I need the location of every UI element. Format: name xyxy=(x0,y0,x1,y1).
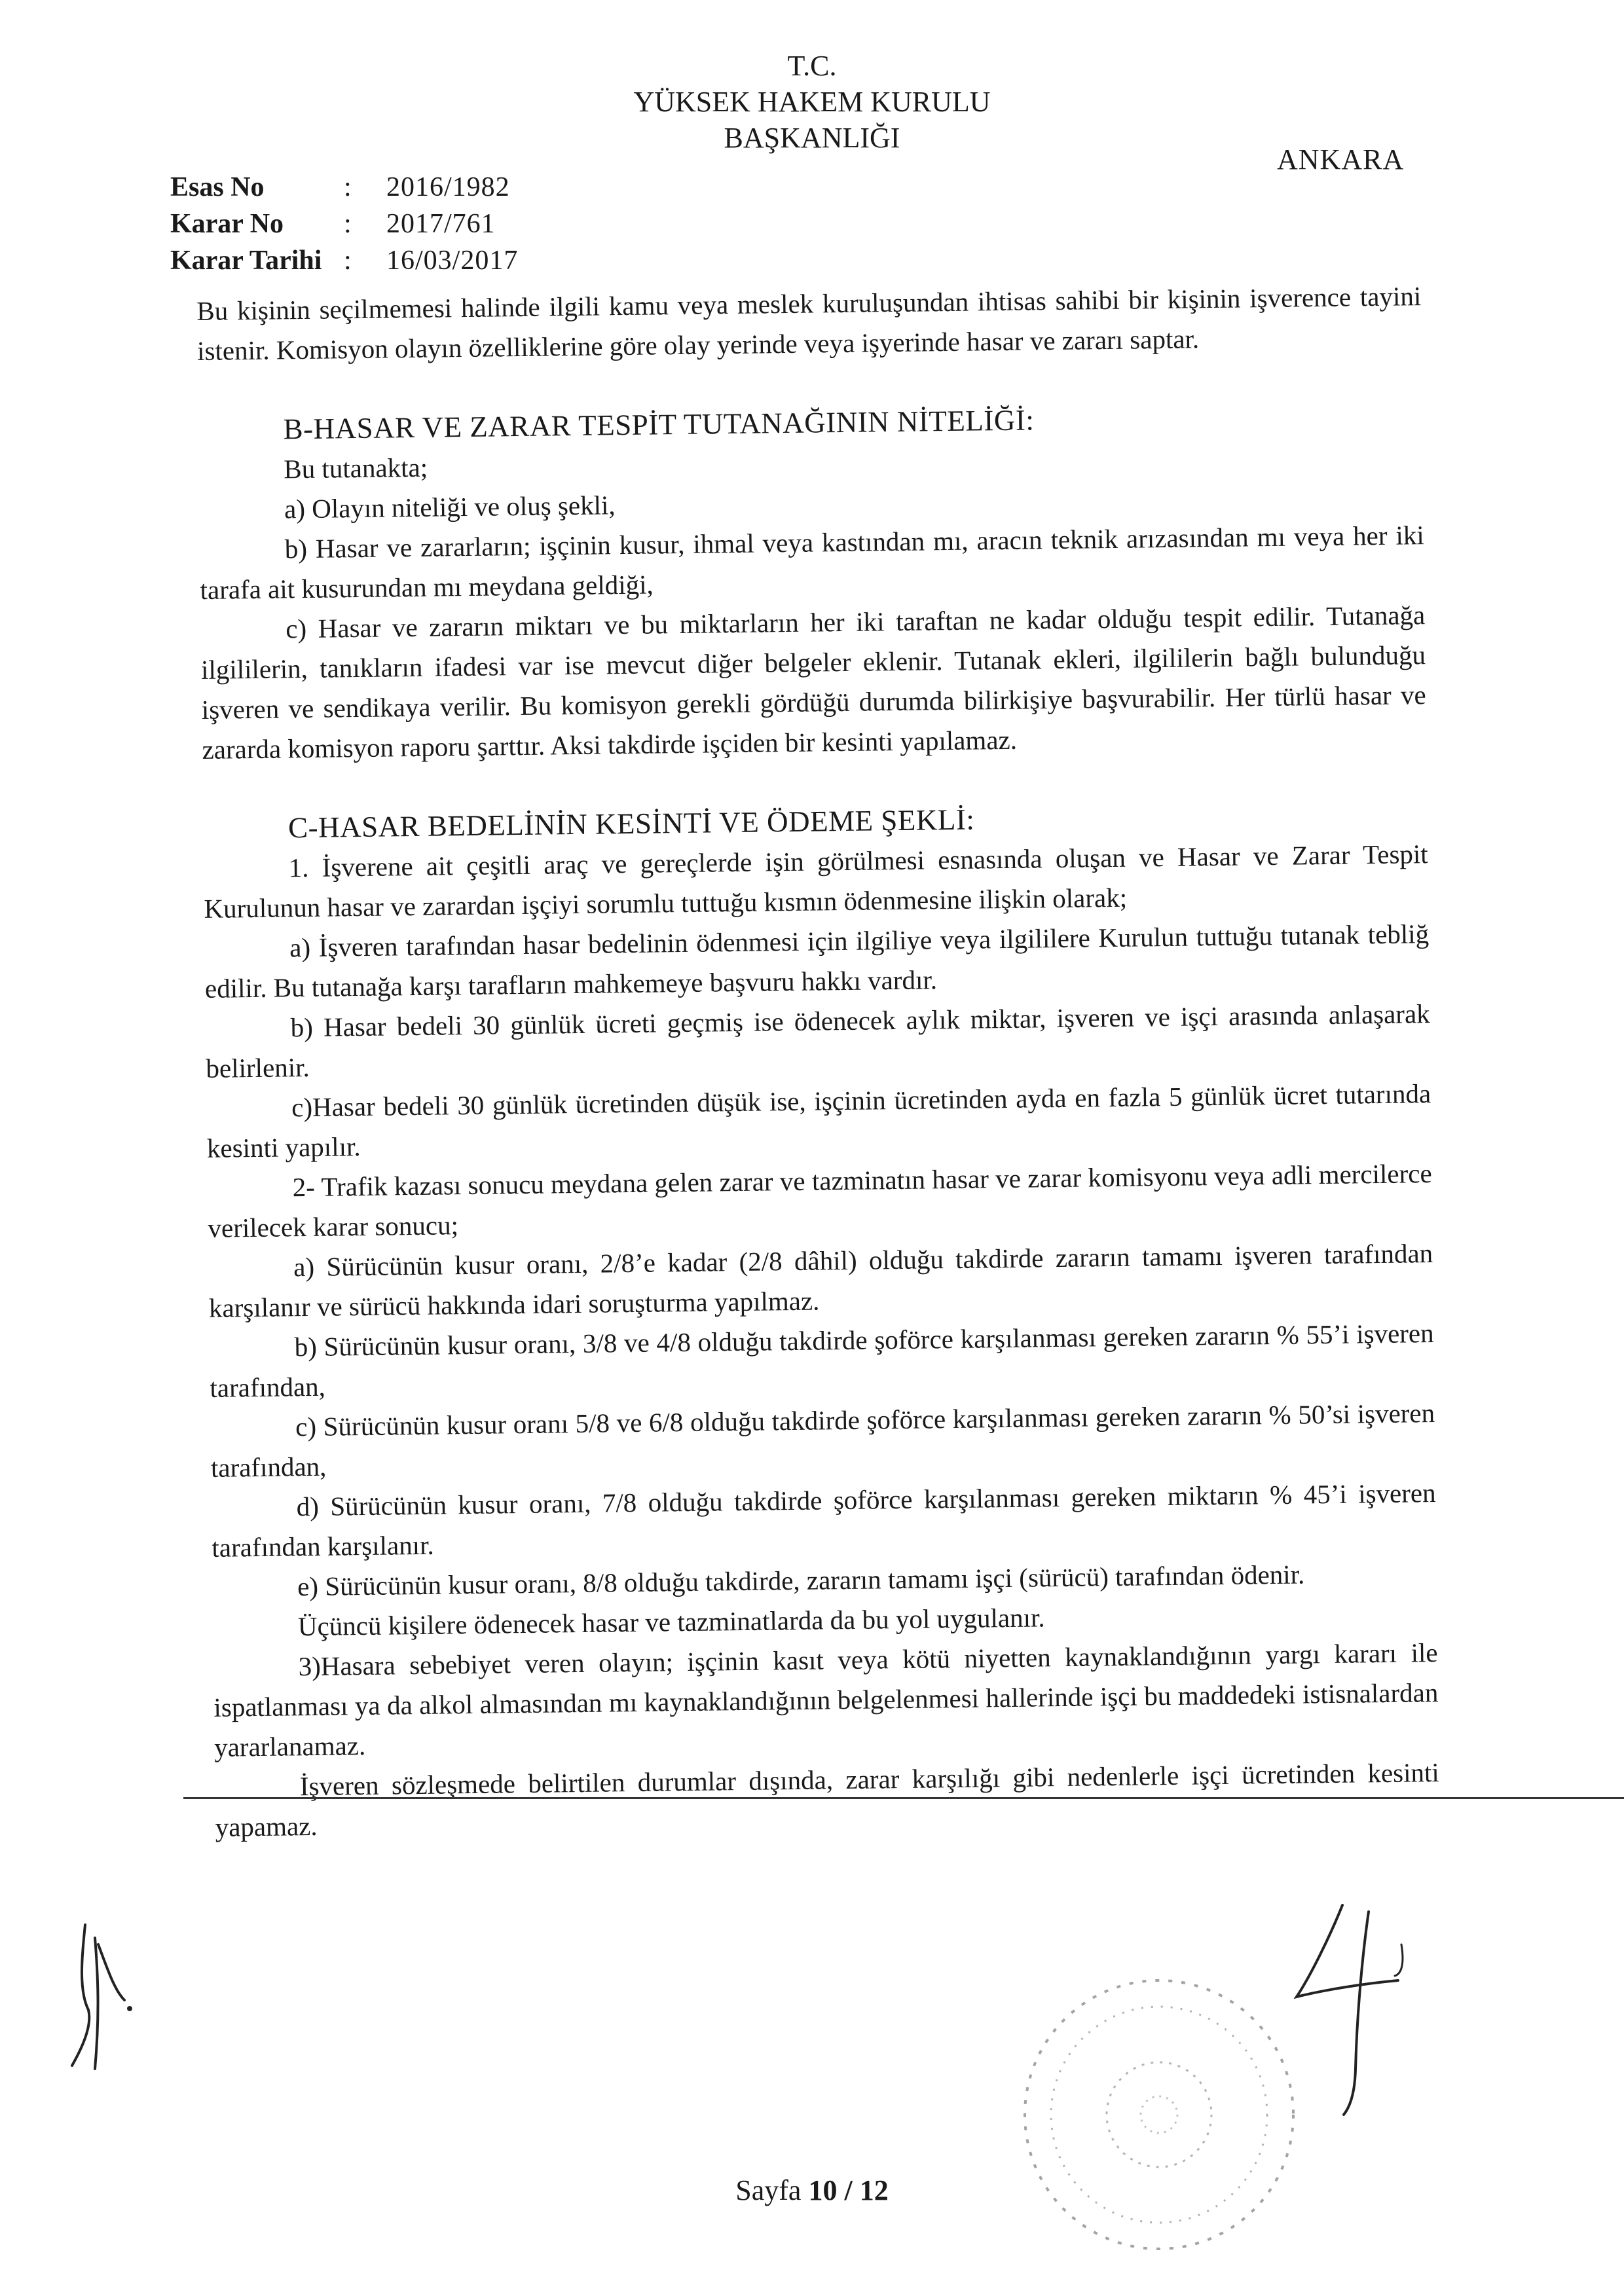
karar-value: 2017/761 xyxy=(386,209,496,239)
header-department: BAŞKANLIĞI xyxy=(724,122,900,154)
esas-value: 2016/1982 xyxy=(386,172,510,202)
section-c-p2c: c) Sürücünün kusur oranı 5/8 ve 6/8 olduğu takdirde şoförce karşılanması gereken zararın % 50’si işveren tarafından, xyxy=(210,1398,1435,1483)
section-c-p2d: d) Sürücünün kusur oranı, 7/8 olduğu takdirde şoförce karşılanması gereken miktarın % 45’i işveren tarafından karşılanır. xyxy=(212,1478,1436,1563)
section-c-heading: C-HASAR BEDELİNİN KESİNTİ VE ÖDEME ŞEKLİ: xyxy=(287,803,975,845)
tarih-value: 16/03/2017 xyxy=(386,246,519,276)
official-seal xyxy=(1008,1964,1310,2265)
karar-row xyxy=(170,206,518,242)
section-c-p3: 3)Hasara sebebiyet veren olayın; işçinin kasıt veya kötü niyetten kaynaklandığının yargı kararı ile ispatlanması ya da alkol almasından mı kaynaklandığının belgelenmesi hallerinde işçi bu maddedeki istisnalardan yararlanamaz. xyxy=(213,1637,1439,1762)
tarih-row xyxy=(170,242,518,279)
karar-label: Karar No xyxy=(170,209,284,239)
section-c-p2e: e) Sürücünün kusur oranı, 8/8 olduğu takdirde, zararın tamamı işçi (sürücü) tarafından ödenir. xyxy=(297,1559,1305,1602)
section-c-p2: 2- Trafik kazası sonucu meydana gelen zarar ve tazminatın hasar ve zarar komisyonu veya adli mercilerce verilecek karar sonucu; xyxy=(208,1158,1432,1243)
section-c-p2a: a) Sürücünün kusur oranı, 2/8’e kadar (2/8 dâhil) olduğu takdirde zararın tamamı işveren tarafından karşılanır ve sürücü hakkında idari soruşturma yapılmaz. xyxy=(208,1238,1433,1323)
tarih-label: Karar Tarihi xyxy=(170,246,322,276)
esas-label: Esas No xyxy=(170,172,265,202)
section-c-p1b: b) Hasar bedeli 30 günlük ücreti geçmiş ise ödenecek aylık miktar, işveren ve işçi arasında anlaşarak belirlenir. xyxy=(206,998,1430,1084)
initials-signature xyxy=(59,1918,138,2075)
section-b-item-c: c) Hasar ve zararın miktarı ve bu miktarların her iki taraftan ne kadar olduğu tespit edilir. Tutanağa ilgililerin, tanıkların ifadesi var ise mevcut diğer belgeler eklenir. Tutanak ekleri, ilgililerin bağlı bulunduğu işveren ve sendikaya verilir. Bu komisyon gerekli gördüğü durumda bilirkişiye başvurabilir. Her türlü hasar ve zararda komisyon raporu şarttır. Aksi takdirde işçiden bir kesinti yapılamaz. xyxy=(200,600,1426,765)
section-b-item-b: b) Hasar ve zararların; işçinin kusur, ihmal veya kastından mı, aracın teknik arızasından mı veya her iki tarafa ait kusurundan mı meydana geldiği, xyxy=(200,520,1424,605)
header-tc: T.C. xyxy=(787,50,837,82)
esas-row xyxy=(170,169,518,206)
section-c-p1c: c)Hasar bedeli 30 günlük ücretinden düşük ise, işçinin ücretinden ayda en fazla 5 günlük ücret tutarında kesinti yapılır. xyxy=(206,1078,1431,1163)
case-meta xyxy=(170,169,518,279)
section-b-lead: Bu tutanakta; xyxy=(284,452,428,484)
city-label: ANKARA xyxy=(1277,143,1405,175)
section-c-p4: İşveren sözleşmede belirtilen durumlar dışında, zarar karşılığı gibi nedenlerle işçi ücretinden kesinti yapamaz. xyxy=(215,1757,1440,1842)
handwritten-signature xyxy=(1283,1899,1441,2121)
page-footer xyxy=(0,2174,1624,2207)
intro-paragraph: Bu kişinin seçilmemesi halinde ilgili kamu veya meslek kuruluşundan ihtisas sahibi bir kişinin işverence tayini istenir. Komisyon olayın özelliklerine göre olay yerinde veya işyerinde hasar ve zararı saptar. xyxy=(196,281,1422,366)
section-c-p2f: Üçüncü kişilere ödenecek hasar ve tazminatlarda da bu yol uygulanır. xyxy=(297,1602,1045,1642)
document-body xyxy=(196,276,1440,1848)
page-number: 10 / 12 xyxy=(808,2174,889,2206)
section-b-heading: B-HASAR VE ZARAR TESPİT TUTANAĞININ NİTELİĞİ: xyxy=(283,403,1035,446)
section-c-p2b: b) Sürücünün kusur oranı, 3/8 ve 4/8 olduğu takdirde şoförce karşılanması gereken zararın % 55’i işveren tarafından, xyxy=(210,1318,1434,1403)
tarih-colon: : xyxy=(344,246,352,276)
section-b-item-a: a) Olayın niteliği ve oluş şekli, xyxy=(284,490,616,524)
page-prefix: Sayfa xyxy=(735,2174,802,2206)
karar-colon: : xyxy=(344,209,352,239)
header-institution: YÜKSEK HAKEM KURULU xyxy=(633,86,991,118)
esas-colon: : xyxy=(344,172,352,202)
section-c-p1: 1. İşverene ait çeşitli araç ve gereçlerde işin görülmesi esnasında oluşan ve Hasar ve Zarar Tespit Kurulunun hasar ve zarardan işçiyi sorumlu tuttuğu kısmın ödenmesine ilişkin olarak; xyxy=(204,839,1428,924)
section-c-p1a: a) İşveren tarafından hasar bedelinin ödenmesi için ilgiliye veya ilgililere Kurulun tuttuğu tutanak tebliğ edilir. Bu tutanağa karşı tarafların mahkemeye başvuru hakkı vardır. xyxy=(204,919,1430,1004)
scan-cut-line xyxy=(183,1797,1624,1799)
